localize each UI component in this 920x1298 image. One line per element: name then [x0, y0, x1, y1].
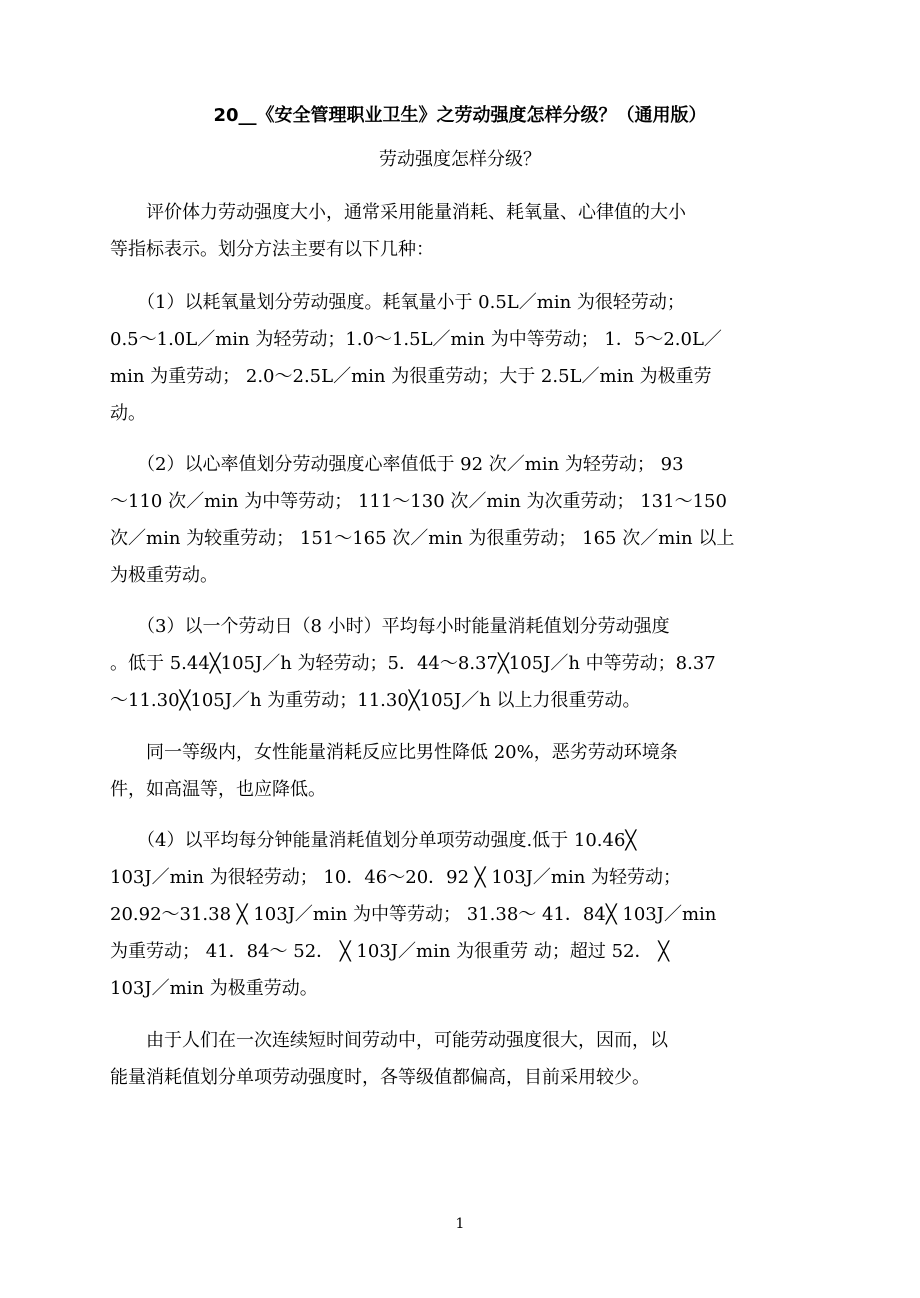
document-title: 20__《安全管理职业卫生》之劳动强度怎样分级？（通用版） [213, 105, 707, 126]
paragraph-line: 。低于 5.44╳105J／h 为轻劳动；5．44～8.37╳105J／h 中等劳动；8.37 [110, 653, 716, 674]
paragraph-heart-rate [110, 446, 810, 594]
paragraph-line: 同一等级内，女性能量消耗反应比男性降低 20%，恶劣劳动环境条 [110, 742, 678, 763]
paragraph-line: 动。 [110, 403, 146, 424]
paragraph-energy-per-hour [110, 608, 810, 719]
paragraph-line: 次／min 为较重劳动； 151～165 次／min 为很重劳动； 165 次／min 以上 [110, 528, 735, 549]
paragraph-line: 件，如高温等，也应降低。 [110, 779, 326, 800]
paragraph-line: （4）以平均每分钟能量消耗值划分单项劳动强度.低于 10.46╳ [110, 830, 637, 851]
paragraph-line: （2）以心率值划分劳动强度心率值低于 92 次／min 为轻劳动； 93 [110, 454, 684, 475]
paragraph-line: 等指标表示。划分方法主要有以下几种： [110, 239, 434, 260]
paragraph-line: 由于人们在一次连续短时间劳动中，可能劳动强度很大，因而，以 [110, 1030, 668, 1051]
paragraph-conclusion [110, 1022, 810, 1096]
paragraph-line: 0.5～1.0L／min 为轻劳动；1.0～1.5L／min 为中等劳动； 1．5～2.0L／ [110, 329, 722, 350]
paragraph-energy-per-minute [110, 822, 810, 1007]
paragraph-line: 能量消耗值划分单项劳动强度时，各等级值都偏高，目前采用较少。 [110, 1067, 650, 1088]
paragraph-line: min 为重劳动； 2.0～2.5L／min 为很重劳动；大于 2.5L／min 为极重劳 [110, 366, 712, 387]
page-number: 1 [455, 1216, 465, 1232]
paragraph-line: 103J／min 为极重劳动。 [110, 978, 318, 999]
paragraph-line: 评价体力劳动强度大小，通常采用能量消耗、耗氧量、心律值的大小 [110, 202, 686, 223]
paragraph-line: （1）以耗氧量划分劳动强度。耗氧量小于 0.5L／min 为很轻劳动； [110, 292, 685, 313]
paragraph-oxygen-consumption [110, 284, 810, 432]
paragraph-line: 为重劳动； 41．84～ 52． ╳ 103J／min 为很重劳 动；超过 52． ╳ [110, 941, 670, 962]
paragraph-intro [110, 194, 810, 268]
document-subtitle: 劳动强度怎样分级？ [379, 149, 541, 170]
paragraph-gender-note [110, 734, 810, 808]
paragraph-line: 为极重劳动。 [110, 565, 218, 586]
paragraph-line: ～11.30╳105J／h 为重劳动；11.30╳105J／h 以上力很重劳动。 [110, 690, 641, 711]
paragraph-line: ～110 次／min 为中等劳动； 111～130 次／min 为次重劳动； 131～150 [110, 491, 727, 512]
paragraph-line: 103J／min 为很轻劳动； 10．46～20．92 ╳ 103J／min 为轻劳动； [110, 867, 682, 888]
paragraph-line: 20.92～31.38 ╳ 103J／min 为中等劳动； 31.38～ 41．84╳ 103J／min [110, 904, 717, 925]
paragraph-line: （3）以一个劳动日（8 小时）平均每小时能量消耗值划分劳动强度 [110, 616, 670, 637]
